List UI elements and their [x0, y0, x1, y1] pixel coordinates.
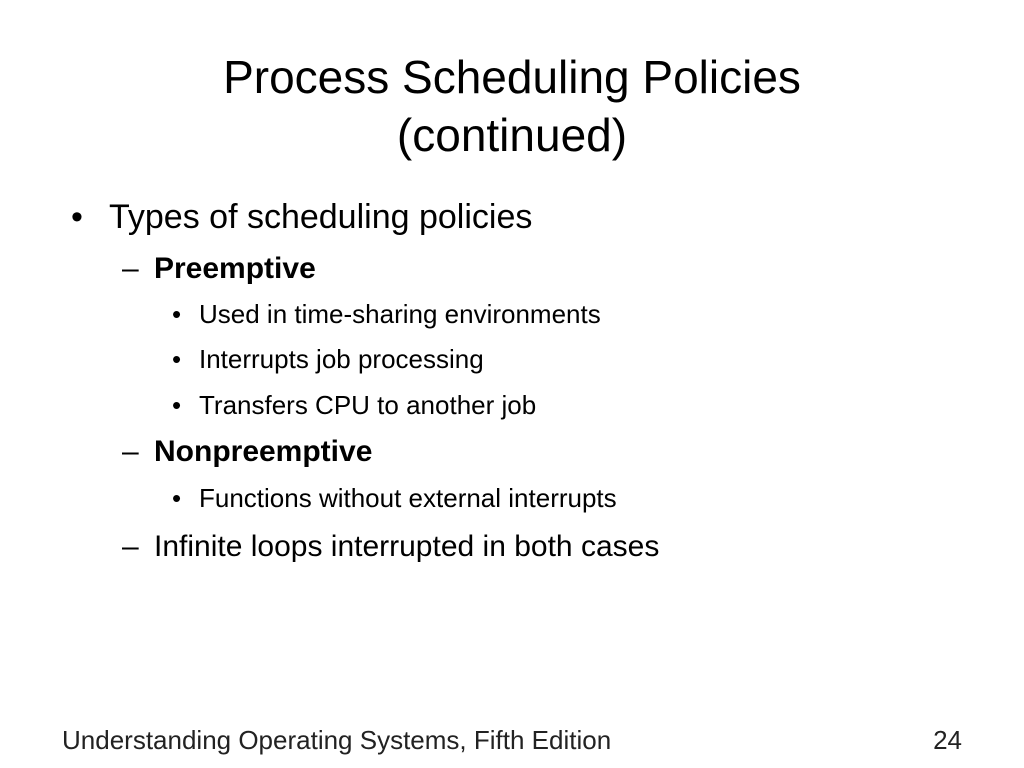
sub-item-text: Infinite loops interrupted in both cases [154, 530, 660, 563]
sub-sub-item-interrupts-job [172, 343, 484, 375]
sub-sub-item-text: Used in time-sharing environments [199, 299, 601, 329]
bullet-marker: • [172, 299, 182, 329]
bullet-marker: • [172, 390, 182, 420]
bullet-marker: • [71, 198, 83, 236]
bullet-item-types-of-scheduling-policies [71, 197, 533, 237]
sub-item-text: Preemptive [154, 252, 316, 285]
sub-sub-item-text: Transfers CPU to another job [199, 390, 537, 420]
page-number: 24 [933, 725, 962, 755]
dash-marker: – [122, 435, 139, 468]
sub-sub-item-functions-without-interrupts [172, 482, 617, 514]
dash-marker: – [122, 252, 139, 285]
slide-title [0, 48, 1024, 164]
slide-title-line-2: (continued) [396, 109, 628, 161]
sub-sub-item-text: Functions without external interrupts [199, 483, 617, 513]
dash-marker: – [122, 530, 139, 563]
slide-title-line-1: Process Scheduling Policies [223, 51, 801, 103]
sub-item-infinite-loops [122, 529, 660, 565]
sub-sub-item-time-sharing [172, 298, 601, 330]
sub-item-preemptive [122, 251, 316, 287]
sub-sub-item-transfers-cpu [172, 389, 537, 421]
sub-sub-item-text: Interrupts job processing [199, 344, 484, 374]
footer-book-title: Understanding Operating Systems, Fifth Edition [62, 725, 612, 755]
bullet-text: Types of scheduling policies [109, 198, 533, 236]
bullet-marker: • [172, 344, 182, 374]
sub-item-text: Nonpreemptive [154, 435, 373, 468]
bullet-marker: • [172, 483, 182, 513]
sub-item-nonpreemptive [122, 434, 373, 470]
